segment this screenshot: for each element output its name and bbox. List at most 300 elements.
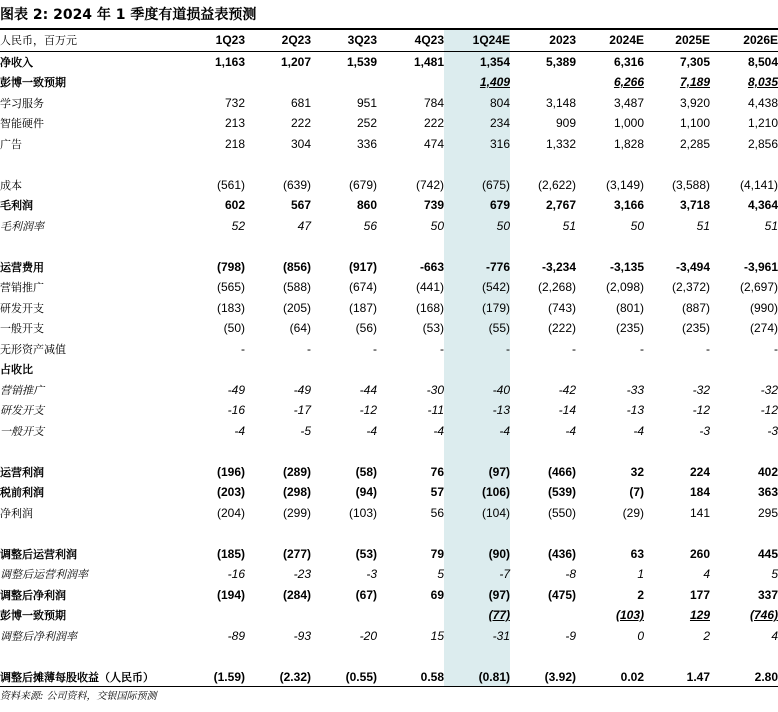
table-cell [377,441,444,462]
table-cell [444,380,510,401]
table-cell [444,257,510,278]
table-cell [377,585,444,606]
table-cell [710,236,778,257]
table-cell [245,564,311,585]
table-cell [444,400,510,421]
table-cell [444,441,510,462]
cell-value: (3.92) [544,669,576,684]
row-label: 研发开支 [0,301,44,315]
table-cell [576,544,644,565]
cell-value: 57 [430,485,444,500]
cell-value: -16 [227,403,245,418]
table-cell [576,134,644,155]
table-cell [710,154,778,175]
cell-value: (746) [749,608,778,623]
table-cell [710,277,778,298]
table-cell [311,195,377,216]
row-label: 调整后运营利润 [0,547,77,561]
table-cell [311,421,377,442]
table-row [0,605,778,626]
table-cell [444,503,510,524]
table-cell [377,134,444,155]
table-cell [311,72,377,93]
cell-value: 141 [689,505,710,520]
table-cell [644,646,710,667]
table-cell [311,51,377,72]
table-cell [377,113,444,134]
column-header: 2023 [510,30,576,51]
cell-value: - [572,341,576,356]
table-cell [311,154,377,175]
table-cell [644,626,710,647]
table-cell [510,400,576,421]
table-cell [710,339,778,360]
table-cell [444,605,510,626]
cell-value: (97) [488,464,510,479]
table-cell [245,236,311,257]
cell-value: 337 [757,587,778,602]
cell-value: (196) [216,464,245,479]
row-label [0,154,190,175]
table-cell [710,400,778,421]
cell-value: (55) [488,321,510,336]
cell-value: (194) [216,587,245,602]
table-cell [245,257,311,278]
table-row [0,175,778,196]
cell-value: -3 [767,423,778,438]
cell-value: (2,697) [739,280,778,295]
table-cell [190,523,245,544]
table-cell [644,359,710,380]
cell-value: 363 [757,485,778,500]
row-label: 净利润 [0,506,33,520]
table-cell [190,257,245,278]
unit-label: 人民币，百万元 [0,30,190,51]
cell-value: (1.59) [213,669,245,684]
row-label: 调整后摊薄每股收益（人民币） [0,670,154,684]
cell-value: (801) [615,300,644,315]
table-cell [377,51,444,72]
cell-value: -17 [293,403,311,418]
table-cell [576,503,644,524]
table-cell [710,646,778,667]
cell-value: (0.55) [345,669,377,684]
cell-value: (7) [629,485,644,500]
cell-value: - [706,341,710,356]
table-cell [311,667,377,688]
row-label: 调整后净利润率 [0,629,77,643]
cell-value: 50 [430,218,444,233]
table-cell [190,134,245,155]
cell-value: 3,148 [545,95,576,110]
cell-value: (3,149) [605,177,644,192]
table-cell [644,667,710,688]
table-cell [710,441,778,462]
column-header: 1Q23 [190,30,245,51]
cell-value: 50 [496,218,510,233]
table-cell [311,93,377,114]
table-cell [576,93,644,114]
row-label [0,646,190,667]
cell-value: (53) [422,321,444,336]
table-row [0,544,778,565]
table-cell [245,154,311,175]
cell-value: (798) [216,259,245,274]
table-cell [576,667,644,688]
cell-value: 76 [430,464,444,479]
table-cell [311,134,377,155]
table-cell [444,339,510,360]
table-cell [510,441,576,462]
cell-value: 1,000 [613,116,644,131]
cell-value: 3,487 [613,95,644,110]
row-label [0,441,190,462]
table-cell [311,646,377,667]
table-row [0,400,778,421]
table-cell [311,257,377,278]
cell-value: (64) [289,321,311,336]
cell-value: 860 [356,198,377,213]
cell-value: 213 [224,116,245,131]
cell-value: 909 [555,116,576,131]
table-cell [377,626,444,647]
table-cell [710,564,778,585]
column-header: 3Q23 [311,30,377,51]
table-cell [444,523,510,544]
cell-value: -32 [692,382,710,397]
cell-value: - [307,341,311,356]
table-cell [190,441,245,462]
cell-value: -23 [293,567,311,582]
table-cell [644,564,710,585]
cell-value: (67) [355,587,377,602]
table-cell [510,503,576,524]
table-cell [644,93,710,114]
table-cell [311,339,377,360]
table-cell [510,216,576,237]
table-cell [444,51,510,72]
table-cell [377,93,444,114]
table-cell [644,195,710,216]
table-cell [377,318,444,339]
cell-value: -42 [558,382,576,397]
table-cell [190,380,245,401]
cell-value: -14 [558,403,576,418]
table-cell [444,175,510,196]
bottom-rule [0,686,778,687]
cell-value: -663 [419,259,444,274]
table-cell [377,421,444,442]
table-row [0,318,778,339]
table-cell [444,462,510,483]
cell-value: 602 [224,198,245,213]
table-cell [644,175,710,196]
table-cell [311,482,377,503]
table-cell [245,134,311,155]
table-cell [245,339,311,360]
table-cell [644,113,710,134]
cell-value: -31 [492,628,510,643]
cell-value: 56 [430,505,444,520]
table-row [0,503,778,524]
cell-value: 2,767 [545,198,576,213]
table-cell [377,646,444,667]
table-cell [510,72,576,93]
table-cell [311,400,377,421]
table-cell [710,626,778,647]
cell-value: -20 [359,628,377,643]
cell-value: -13 [626,403,644,418]
table-cell [510,277,576,298]
table-cell [444,359,510,380]
table-cell [377,277,444,298]
table-cell [576,113,644,134]
table-cell [444,667,510,688]
cell-value: -13 [492,403,510,418]
table-cell [444,421,510,442]
table-cell [311,318,377,339]
table-cell [576,605,644,626]
table-cell [190,277,245,298]
table-cell [710,113,778,134]
table-cell [510,195,576,216]
table-cell [444,154,510,175]
table-cell [245,400,311,421]
table-row [0,462,778,483]
cell-value: 445 [757,546,778,561]
cell-value: 4,438 [747,95,778,110]
table-cell [377,154,444,175]
cell-value: -3,135 [609,259,644,274]
table-cell [644,51,710,72]
cell-value: 1,100 [679,116,710,131]
table-cell [710,482,778,503]
table-cell [576,339,644,360]
cell-value: 63 [630,546,644,561]
table-row [0,277,778,298]
table-cell [576,380,644,401]
table-cell [644,134,710,155]
cell-value: 234 [489,116,510,131]
cell-value: 32 [630,464,644,479]
table-cell [510,523,576,544]
table-cell [311,359,377,380]
table-cell [245,216,311,237]
table-cell [576,298,644,319]
table-cell [710,544,778,565]
cell-value: 304 [290,136,311,151]
cell-value: -4 [433,423,444,438]
cell-value: (550) [547,505,576,520]
cell-value: 4 [771,628,778,643]
cell-value: (887) [681,300,710,315]
table-cell [576,195,644,216]
table-cell [444,93,510,114]
table-cell [576,72,644,93]
cell-value: 0.58 [420,669,444,684]
table-cell [644,400,710,421]
table-cell [377,339,444,360]
cell-value: 1,332 [545,136,576,151]
cell-value: -40 [492,382,510,397]
table-cell [311,605,377,626]
cell-value: 1,210 [747,116,778,131]
row-label: 净收入 [0,55,33,69]
table-cell [710,380,778,401]
cell-value: (856) [282,259,311,274]
table-cell [190,72,245,93]
table-cell [510,667,576,688]
cell-value: 0 [637,628,644,643]
table-row [0,482,778,503]
cell-value: -12 [359,403,377,418]
table-cell [245,298,311,319]
cell-value: 218 [224,136,245,151]
table-cell [190,421,245,442]
table-row [0,564,778,585]
cell-value: 52 [231,218,245,233]
table-cell [510,462,576,483]
cell-value: (204) [216,505,245,520]
table-row [0,421,778,442]
cell-value: (4,141) [739,177,778,192]
cell-value: 69 [430,587,444,602]
table-cell [710,585,778,606]
cell-value: (299) [282,505,311,520]
cell-value: 2,285 [679,136,710,151]
table-cell [510,564,576,585]
table-cell [510,51,576,72]
table-cell [644,523,710,544]
table-cell [510,93,576,114]
column-header: 2024E [576,30,644,51]
table-cell [710,318,778,339]
table-cell [644,216,710,237]
table-cell [444,482,510,503]
cell-value: -11 [427,403,444,418]
table-cell [377,72,444,93]
table-cell [510,175,576,196]
table-cell [710,523,778,544]
cell-value: 402 [757,464,778,479]
cell-value: 679 [489,198,510,213]
cell-value: 15 [430,628,444,643]
table-cell [190,400,245,421]
table-row [0,257,778,278]
cell-value: (179) [481,300,510,315]
table-cell [311,298,377,319]
table-cell [190,482,245,503]
table-cell [245,380,311,401]
source-note: 资料来源: 公司资料，交银国际预测 [0,691,157,702]
table-cell [644,298,710,319]
cell-value: (565) [216,280,245,295]
cell-value: 1,539 [346,54,377,69]
table-row [0,646,778,667]
table-header-row [0,30,778,51]
table-cell [644,421,710,442]
cell-value: (990) [749,300,778,315]
table-cell [311,380,377,401]
cell-value: (277) [282,546,311,561]
table-cell [576,318,644,339]
cell-value: 50 [630,218,644,233]
table-cell [444,72,510,93]
table-cell [190,605,245,626]
row-label: 运营利润 [0,465,44,479]
table-cell [377,482,444,503]
cell-value: 177 [689,587,710,602]
cell-value: 474 [423,136,444,151]
row-label: 调整后运营利润率 [0,568,88,582]
table-row [0,236,778,257]
cell-value: -33 [626,382,644,397]
cell-value: (94) [355,485,377,500]
table-cell [377,544,444,565]
row-label [0,236,190,257]
table-cell [710,462,778,483]
table-cell [510,585,576,606]
row-label: 占收比 [0,363,33,377]
table-cell [710,605,778,626]
cell-value: 4,364 [747,198,778,213]
table-cell [644,605,710,626]
table-cell [190,113,245,134]
cell-value: -93 [293,628,311,643]
income-statement-table [0,30,778,687]
table-cell [245,544,311,565]
table-cell [510,626,576,647]
table-cell [710,216,778,237]
cell-value: (917) [348,259,377,274]
cell-value: (235) [681,321,710,336]
table-cell [311,544,377,565]
table-cell [245,195,311,216]
table-cell [510,605,576,626]
table-cell [190,236,245,257]
cell-value: (222) [547,321,576,336]
table-cell [245,585,311,606]
table-cell [710,359,778,380]
table-cell [510,421,576,442]
table-cell [576,441,644,462]
row-label [0,523,190,544]
cell-value: -4 [565,423,576,438]
cell-value: (203) [216,485,245,500]
table-cell [190,339,245,360]
table-cell [576,154,644,175]
table-cell [245,667,311,688]
cell-value: (3,588) [671,177,710,192]
cell-value: 4 [703,567,710,582]
table-cell [377,462,444,483]
cell-value: -3,961 [743,259,778,274]
table-cell [190,318,245,339]
cell-value: -4 [366,423,377,438]
table-cell [710,72,778,93]
table-cell [190,154,245,175]
table-cell [644,462,710,483]
cell-value: -3 [699,423,710,438]
column-header: 4Q23 [377,30,444,51]
table-cell [444,318,510,339]
table-cell [444,646,510,667]
table-cell [710,298,778,319]
table-cell [190,667,245,688]
page-title: 图表 2: 2024 年 1 季度有道损益表预测 [0,7,257,23]
table-cell [190,503,245,524]
table-cell [710,175,778,196]
